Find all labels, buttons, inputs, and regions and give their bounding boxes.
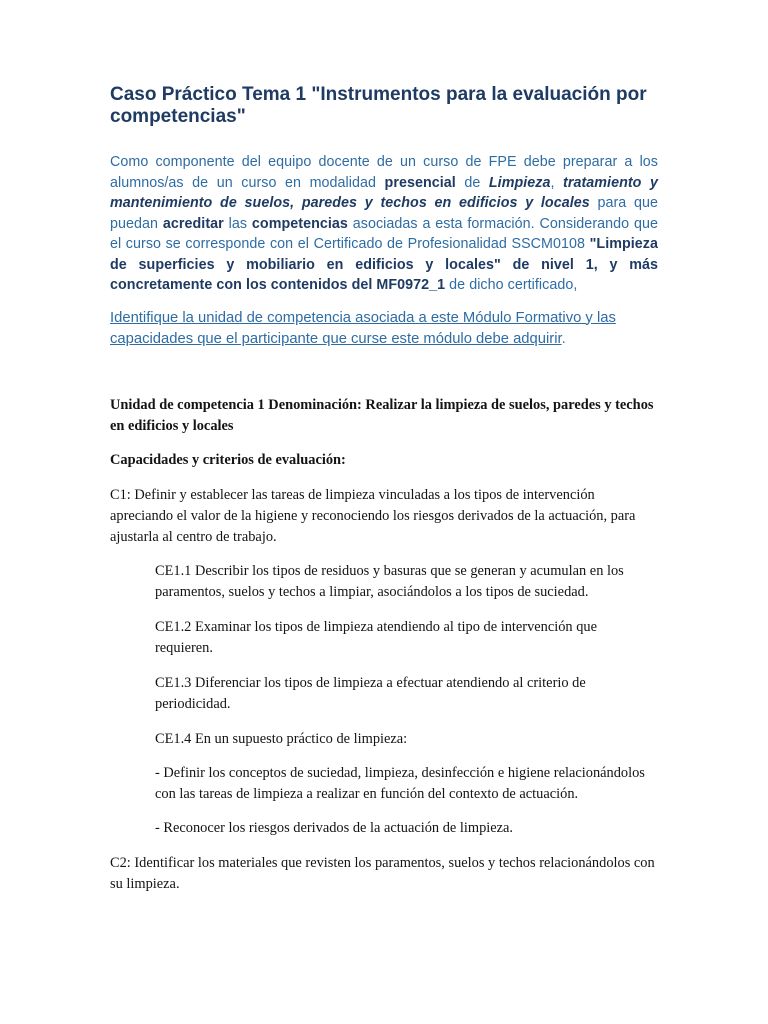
task-paragraph (110, 308, 658, 350)
criterion-ce1-3: CE1.3 Diferenciar los tipos de limpieza a efectuar atendiendo al criterio de periodicidad. (155, 674, 586, 712)
criterion-ce1-4-item-risks: - Reconocer los riesgos derivados de la actuación de limpieza. (155, 819, 514, 836)
intro-bold-certificate-name: "Limpieza de superficies y mobiliario en edificios y locales" de nivel 1, y más concretamente con los contenidos del MF0972_1 (110, 236, 658, 293)
criterion-ce1-2: CE1.2 Examinar los tipos de limpieza atendiendo al tipo de intervención que requieren. (155, 618, 597, 656)
capabilities-heading: Capacidades y criterios de evaluación: (110, 451, 346, 468)
intro-text: de (455, 174, 489, 191)
intro-text: Como componente del equipo docente de un curso de FPE debe preparar a los alumnos/as de un curso en modalidad (110, 154, 658, 191)
criterion-ce1-4: CE1.4 En un supuesto práctico de limpieza: (155, 730, 408, 747)
intro-bold-acreditar: acreditar (162, 215, 224, 232)
criterion-ce1-1: CE1.1 Describir los tipos de residuos y basuras que se generan y acumulan en los paramentos, suelos y techos a limpiar, asociándolos a los tipos de suciedad. (155, 562, 624, 600)
intro-bold-competencias: competencias (251, 215, 348, 232)
intro-bold-presencial: presencial (384, 174, 456, 191)
criterion-ce1-4-item-define: - Definir los conceptos de suciedad, limpieza, desinfección e higiene relacionándolos con las tareas de limpieza a realizar en función del contexto de actuación. (155, 764, 645, 802)
intro-text: las (223, 215, 252, 232)
capability-c1: C1: Definir y establecer las tareas de limpieza vinculadas a los tipos de intervención apreciando el valor de la higiene y reconociendo los riesgos derivados de la actuación, para ajustarla al centro de trabajo. (110, 486, 636, 545)
task-link[interactable]: Identifique la unidad de competencia asociada a este Módulo Formativo y las capacidades que el participante que curse este módulo debe adquirir (110, 309, 616, 347)
intro-text: de dicho certificado, (445, 277, 578, 293)
intro-paragraph (110, 152, 658, 296)
competency-unit-heading: Unidad de competencia 1 Denominación: Realizar la limpieza de suelos, paredes y techos en edificios y locales (110, 396, 654, 434)
document-title: Caso Práctico Tema 1 "Instrumentos para la evaluación por competencias" (110, 84, 647, 127)
intro-text: , (550, 174, 564, 191)
intro-text: asociadas a esta formación. Considerando que el curso se corresponde con el Certificado de Profesionalidad SSCM0108 (110, 215, 659, 252)
capability-c2: C2: Identificar los materiales que revisten los paramentos, suelos y techos relacionándolos con su limpieza. (110, 854, 655, 892)
intro-bold-italic-limpieza: Limpieza (488, 174, 551, 191)
intro-bold-italic-tratamiento: tratamiento y mantenimiento de suelos, paredes y techos en edificios y locales (110, 174, 658, 211)
task-period: . (561, 330, 566, 347)
intro-text: para que puedan (110, 195, 658, 232)
